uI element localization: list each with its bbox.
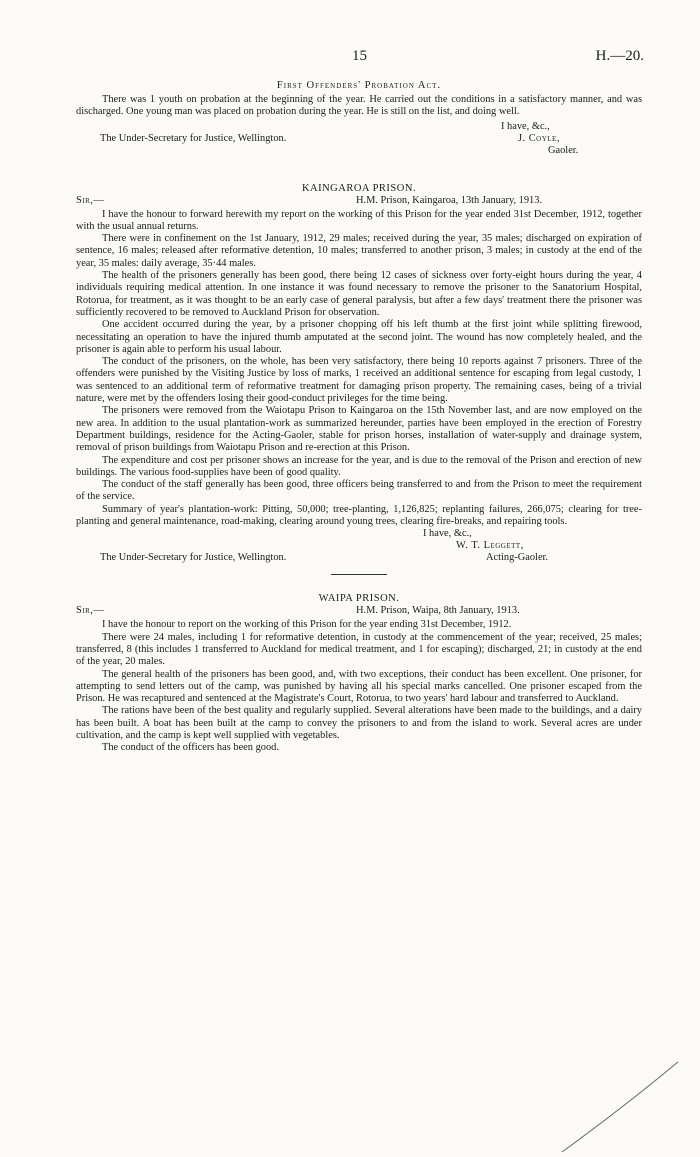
waipa-section <box>76 593 642 754</box>
waipa-paragraph: There were 24 males, including 1 for reformative detention, in custody at the commencement of the year; received, 25 males; transferred, 8 (this includes 1 transferred to Auckland for medical treatment, and 1 for escaping); discharged, 21; in custody at the end of the year, 20 males. <box>76 631 642 668</box>
address-date: H.M. Prison, Waipa, 8th January, 1913. <box>356 605 520 617</box>
waipa-paragraph: The conduct of the officers has been good. <box>102 742 279 754</box>
kaingaroa-paragraph: There were in confinement on the 1st January, 1912, 29 males; received during the year, 35 males; discharged on expiration of sentence, 16 males; released after reformative detention, 10 males; transferred to another prison, 3 males; in custody at the end of the year, 35 males: daily average, 35·44 males. <box>76 233 642 269</box>
signer-name: J. Coyle, <box>518 132 560 144</box>
pencil-line <box>562 1062 678 1152</box>
address-date: H.M. Prison, Kaingaroa, 13th January, 1913. <box>356 194 543 206</box>
page-number: 15 <box>352 48 367 64</box>
kaingaroa-paragraph: The prisoners were removed from the Waiotapu Prison to Kaingaroa on the 15th November last, and are now employed on the new area. In addition to the usual plantation-work as summarized hereunder, parties have been employed in the erection of Forestry Department buildings, residence for the Acting-Gaoler, stable for prison horses, installation of water-supply and drainage system, removal of prison buildings from Waiotapu Prison and re-erection at this Prison. <box>76 405 642 454</box>
kaingaroa-paragraph: The conduct of the prisoners, on the whole, has been very satisfactory, there being 10 reports against 7 prisoners. Three of the offenders were punished by the Visiting Justice by loss of marks, 1 received an additional sentence for escaping from legal custody, 1 was sentenced to an additional term of reformative treatment for damaging prison property. The remaining cases, being of a trivial nature, were met by the offenders losing their good-conduct privileges for the time being. <box>76 356 642 405</box>
kaingaroa-signature <box>76 528 642 566</box>
signer-name: W. T. Leggett, <box>456 540 524 552</box>
margin-pencil-mark <box>560 1060 680 1155</box>
addressee: The Under-Secretary for Justice, Wellington. <box>100 552 287 564</box>
waipa-title: WAIPA PRISON. <box>318 593 400 605</box>
signer-title: Acting-Gaoler. <box>486 552 549 564</box>
section-divider <box>331 574 387 575</box>
kaingaroa-paragraph: One accident occurred during the year, by a prisoner chopping off his left thumb at the first joint while splitting firewood, necessitating an operation to have the injured thumb amputated at the second joint. The wound has now completely healed, and the prisoner is again able to perform his usual labour. <box>76 319 642 355</box>
addressee: The Under-Secretary for Justice, Wellington. <box>100 132 287 144</box>
first-offenders-signature <box>76 121 642 161</box>
waipa-paragraph: I have the honour to report on the working of this Prison for the year ending 31st December, 1912. <box>102 619 512 631</box>
salutation: Sir,— <box>76 194 105 206</box>
first-offenders-title: First Offenders' Probation Act. <box>276 80 442 91</box>
waipa-salutation-row <box>76 605 642 619</box>
kaingaroa-paragraph: I have the honour to forward herewith my report on the working of this Prison for the year ended 31st December, 1912, together with the usual annual returns. <box>76 208 642 232</box>
document-reference: H.—20. <box>595 48 644 64</box>
kaingaroa-section <box>76 183 642 567</box>
first-offenders-paragraph: There was 1 youth on probation at the beginning of the year. He carried out the conditions in a satisfactory manner, and was discharged. One young man was placed on probation during the year. He is still on the list, and doing well. <box>76 94 642 118</box>
document-page <box>76 48 642 755</box>
first-offenders-section <box>76 80 642 161</box>
sign-off: I have, &c., <box>501 120 550 132</box>
kaingaroa-paragraph: The expenditure and cost per prisoner shows an increase for the year, and is due to the removal of the Prison and erection of new buildings. The various food-supplies have been of good quality. <box>76 454 642 478</box>
signer-title: Gaoler. <box>548 144 579 156</box>
waipa-paragraph: The rations have been of the best quality and regularly supplied. Several alterations have been made to the buildings, and a dairy has been built. A boat has been built at the camp to convey the prisoners to and from the island to work. Several acres are under cultivation, and the camp is kept well supplied with vegetables. <box>76 705 642 741</box>
page-header <box>76 48 642 74</box>
kaingaroa-paragraph: The health of the prisoners generally has been good, there being 12 cases of sickness over forty-eight hours during the year, 4 individuals requiring medical attention. In one instance it was found necessary to remove the prisoner to the Sanatorium Hospital, Rotorua, for treatment, as it was thought to be an early case of general paralysis, but after a few days' treatment there the prisoner was sufficiently recovered to be removed to Auckland Prison for observation. <box>76 270 642 318</box>
salutation: Sir,— <box>76 605 105 617</box>
sign-off: I have, &c., <box>423 528 472 540</box>
kaingaroa-paragraph: The conduct of the staff generally has been good, three officers being transferred to and from the Prison to meet the requirement of the service. <box>76 479 642 503</box>
kaingaroa-salutation-row <box>76 195 642 209</box>
waipa-paragraph: The general health of the prisoners has been good, and, with two exceptions, their conduct has been excellent. One prisoner, for attempting to send letters out of the camp, was punished by having all his special marks cancelled. One prisoner escaped from the Prison. He was recaptured and sentenced at the Magistrate's Court, Rotorua, to two years' hard labour and transferred to Auckland. <box>76 668 642 705</box>
kaingaroa-title: KAINGAROA PRISON. <box>301 182 417 194</box>
kaingaroa-paragraph: Summary of year's plantation-work: Pitting, 50,000; tree-planting, 1,126,825; replanting failures, 266,075; clearing for tree-planting and general maintenance, road-making, clearing around young trees, clearing fire-breaks, and repairing tools. <box>76 503 642 528</box>
